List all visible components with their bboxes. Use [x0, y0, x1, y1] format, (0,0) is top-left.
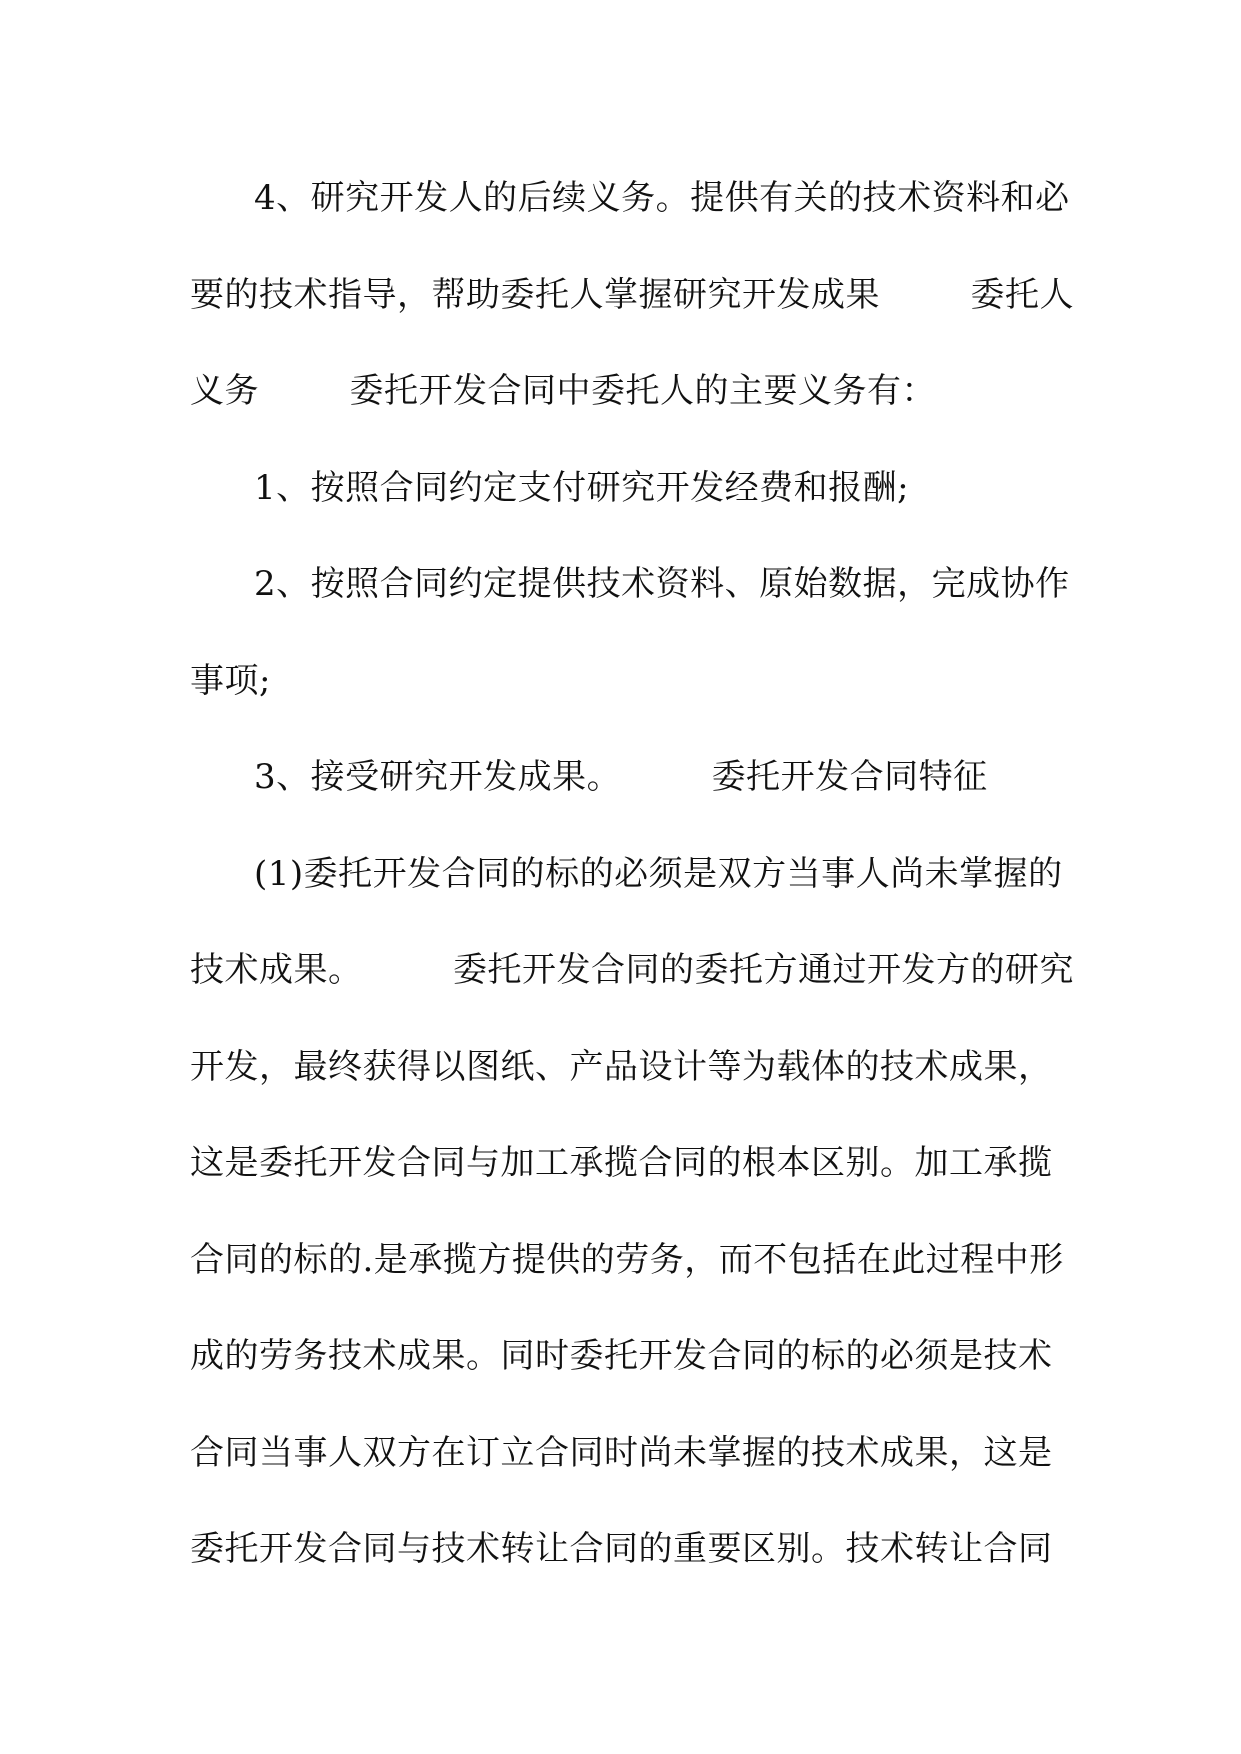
text-line-3: 义务 委托开发合同中委托人的主要义务有： — [190, 371, 936, 411]
text-line-2: 要的技术指导，帮助委托人掌握研究开发成果 委托人 — [190, 275, 1074, 315]
text-line-13: 成的劳务技术成果。同时委托开发合同的标的必须是技术 — [190, 1336, 1053, 1376]
text-line-1: 4、研究开发人的后续义务。提供有关的技术资料和必 — [254, 178, 1070, 218]
text-line-5: 2、按照合同约定提供技术资料、原始数据，完成协作 — [254, 564, 1070, 604]
text-line-10: 开发，最终获得以图纸、产品设计等为载体的技术成果， — [190, 1047, 1053, 1087]
text-line-15: 委托开发合同与技术转让合同的重要区别。技术转让合同 — [190, 1529, 1053, 1569]
text-line-12: 合同的标的.是承揽方提供的劳务，而不包括在此过程中形 — [190, 1240, 1064, 1280]
text-line-7: 3、接受研究开发成果。 委托开发合同特征 — [254, 757, 988, 797]
text-line-11: 这是委托开发合同与加工承揽合同的根本区别。加工承揽 — [190, 1143, 1053, 1183]
text-line-4: 1、按照合同约定支付研究开发经费和报酬; — [254, 468, 910, 508]
text-line-9: 技术成果。 委托开发合同的委托方通过开发方的研究 — [190, 950, 1074, 990]
text-line-14: 合同当事人双方在订立合同时尚未掌握的技术成果，这是 — [190, 1433, 1053, 1473]
text-line-6: 事项; — [190, 661, 271, 701]
text-line-8: (1)委托开发合同的标的必须是双方当事人尚未掌握的 — [254, 854, 1063, 894]
